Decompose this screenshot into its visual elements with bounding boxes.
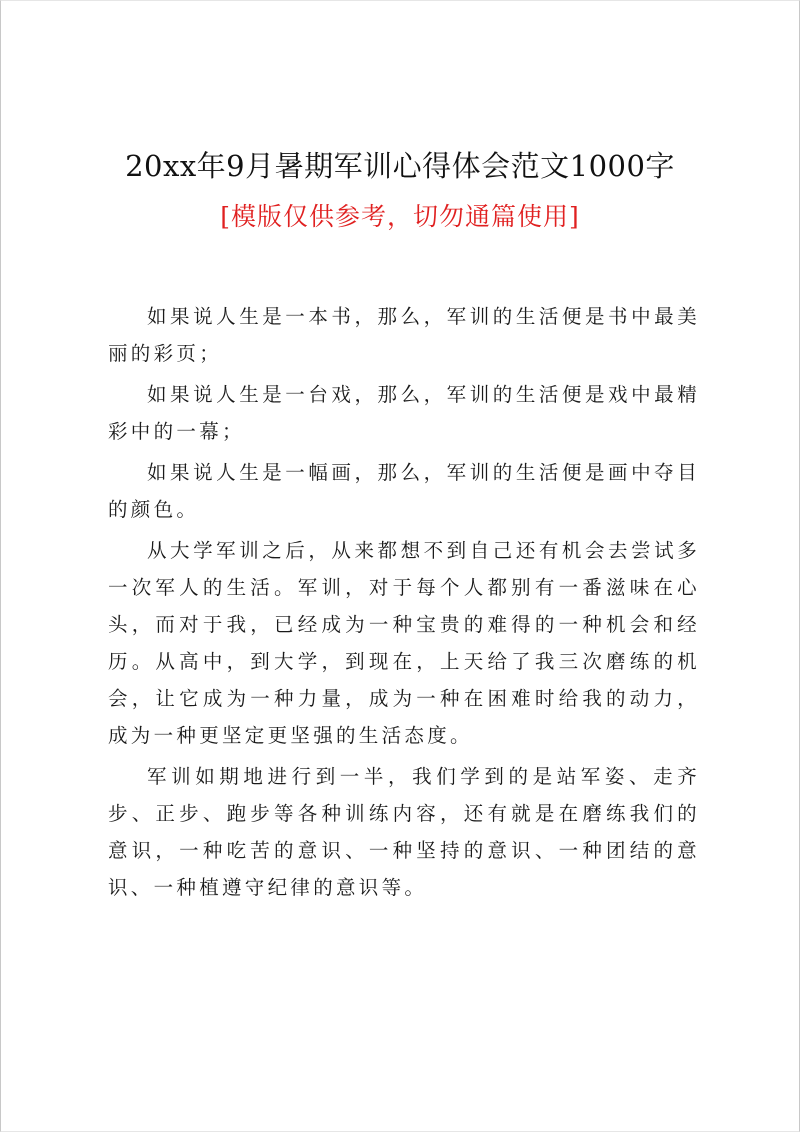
paragraph: 军训如期地进行到一半，我们学到的是站军姿、走齐步、正步、跑步等各种训练内容，还有就是在磨练我们的意识，一种吃苦的意识、一种坚持的意识、一种团结的意识、一种植遵守纪律的意识等。 [108, 765, 700, 899]
paragraph: 从大学军训之后，从来都想不到自己还有机会去尝试多一次军人的生活。军训，对于每个人都别有一番滋味在心头，而对于我，已经成为一种宝贵的难得的一种机会和经历。从高中，到大学，到现在，上天给了我三次磨练的机会，让它成为一种力量，成为一种在困难时给我的动力，成为一种更坚定更坚强的生活态度。 [108, 539, 700, 747]
paragraph: 如果说人生是一台戏，那么，军训的生活便是戏中最精彩中的一幕； [108, 383, 700, 443]
document-title: 20xx年9月暑期军训心得体会范文1000字 [125, 149, 675, 183]
paragraph: 如果说人生是一幅画，那么，军训的生活便是画中夺目的颜色。 [108, 461, 700, 521]
document-body [108, 298, 700, 910]
template-disclaimer: [模版仅供参考，切勿通篇使用] [220, 202, 580, 231]
paragraph: 如果说人生是一本书，那么，军训的生活便是书中最美丽的彩页； [108, 305, 700, 365]
